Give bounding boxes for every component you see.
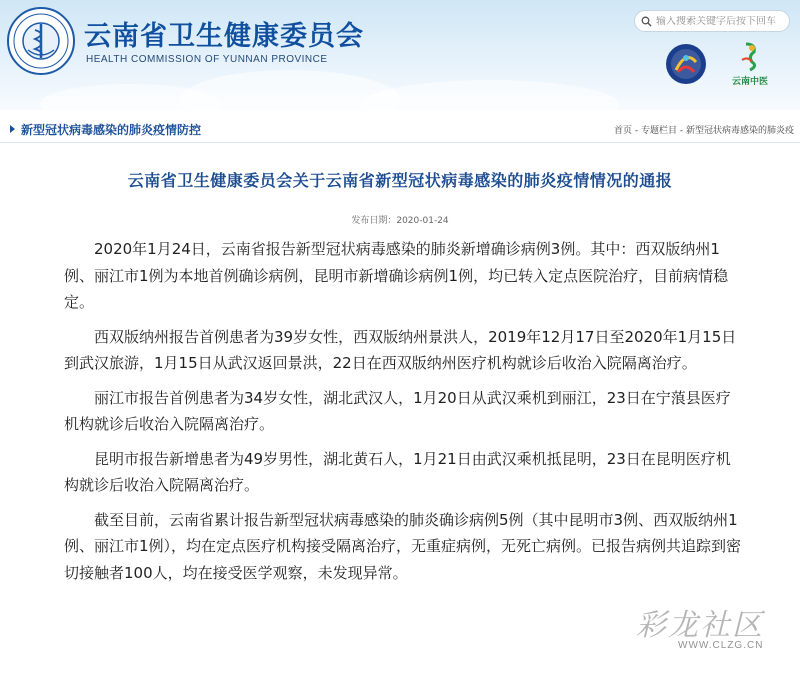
health-commission-emblem-icon[interactable] xyxy=(6,6,76,76)
breadcrumb xyxy=(614,123,794,136)
section-title-label: 新型冠状病毒感染的肺炎疫情防控 xyxy=(21,123,202,137)
search-input[interactable] xyxy=(656,16,786,27)
header-cloud-decoration xyxy=(360,80,620,110)
yunnan-tcm-logo[interactable] xyxy=(722,40,778,90)
watermark-text: 彩龙社区 xyxy=(636,608,764,643)
section-title[interactable] xyxy=(10,121,201,138)
article-body xyxy=(64,236,744,594)
yunnan-tcm-logo-icon xyxy=(722,40,778,74)
magnifier-icon[interactable] xyxy=(641,16,652,27)
site-title: 云南省卫生健康委员会 xyxy=(84,21,364,52)
breadcrumb-topics[interactable]: 专题栏目 xyxy=(640,126,677,136)
article-title: 云南省卫生健康委员会关于云南省新型冠状病毒感染的肺炎疫情情况的通报 xyxy=(127,171,673,190)
breadcrumb-separator: - xyxy=(634,126,641,136)
article-paragraph: 西双版纳州报告首例患者为39岁女性，西双版纳州景洪人，2019年12月17日至2020年1月15日到武汉旅游，1月15日从武汉返回景洪，22日在西双版纳州医疗机构就诊后收治入院隔离治疗。 xyxy=(64,327,737,372)
health-campaign-logo-icon[interactable] xyxy=(664,42,708,86)
breadcrumb-current[interactable]: 新型冠状病毒感染的肺炎疫 xyxy=(685,126,794,136)
breadcrumb-home[interactable]: 首页 xyxy=(613,126,632,136)
article-paragraph: 昆明市报告新增患者为49岁男性，湖北黄石人，1月21日由武汉乘机抵昆明，23日在昆明医疗机构就诊后收治入院隔离治疗。 xyxy=(64,449,731,494)
article-paragraph: 2020年1月24日，云南省报告新型冠状病毒感染的肺炎新增确诊病例3例。其中：西双版纳州1例、丽江市1例为本地首例确诊病例，昆明市新增确诊病例1例，均已转入定点医院治疗，目前病情稳定。 xyxy=(64,240,729,311)
search-box[interactable] xyxy=(634,10,790,32)
triangle-right-icon xyxy=(10,125,15,133)
section-navbar xyxy=(0,116,800,143)
breadcrumb-separator: - xyxy=(679,126,686,136)
publish-date: 发布日期：2020-01-24 xyxy=(351,216,449,226)
site-subtitle: HEALTH COMMISSION OF YUNNAN PROVINCE xyxy=(86,54,328,65)
article-paragraph: 截至目前，云南省累计报告新型冠状病毒感染的肺炎确诊病例5例（其中昆明市3例、西双版纳州1例、丽江市1例），均在定点医疗机构接受隔离治疗，无重症病例，无死亡病例。已报告病例共追踪到密切接触者100人，均在接受医学观察，未发现异常。 xyxy=(64,510,742,582)
watermark-url: WWW.CLZG.CN xyxy=(678,640,764,651)
yunnan-tcm-logo-text: 云南中医 xyxy=(731,77,768,87)
site-watermark xyxy=(636,600,796,664)
site-header xyxy=(0,0,800,110)
article-paragraph: 丽江市报告首例患者为34岁女性，湖北武汉人，1月20日从武汉乘机到丽江，23日在宁蒗县医疗机构就诊后收治入院隔离治疗。 xyxy=(64,388,731,433)
